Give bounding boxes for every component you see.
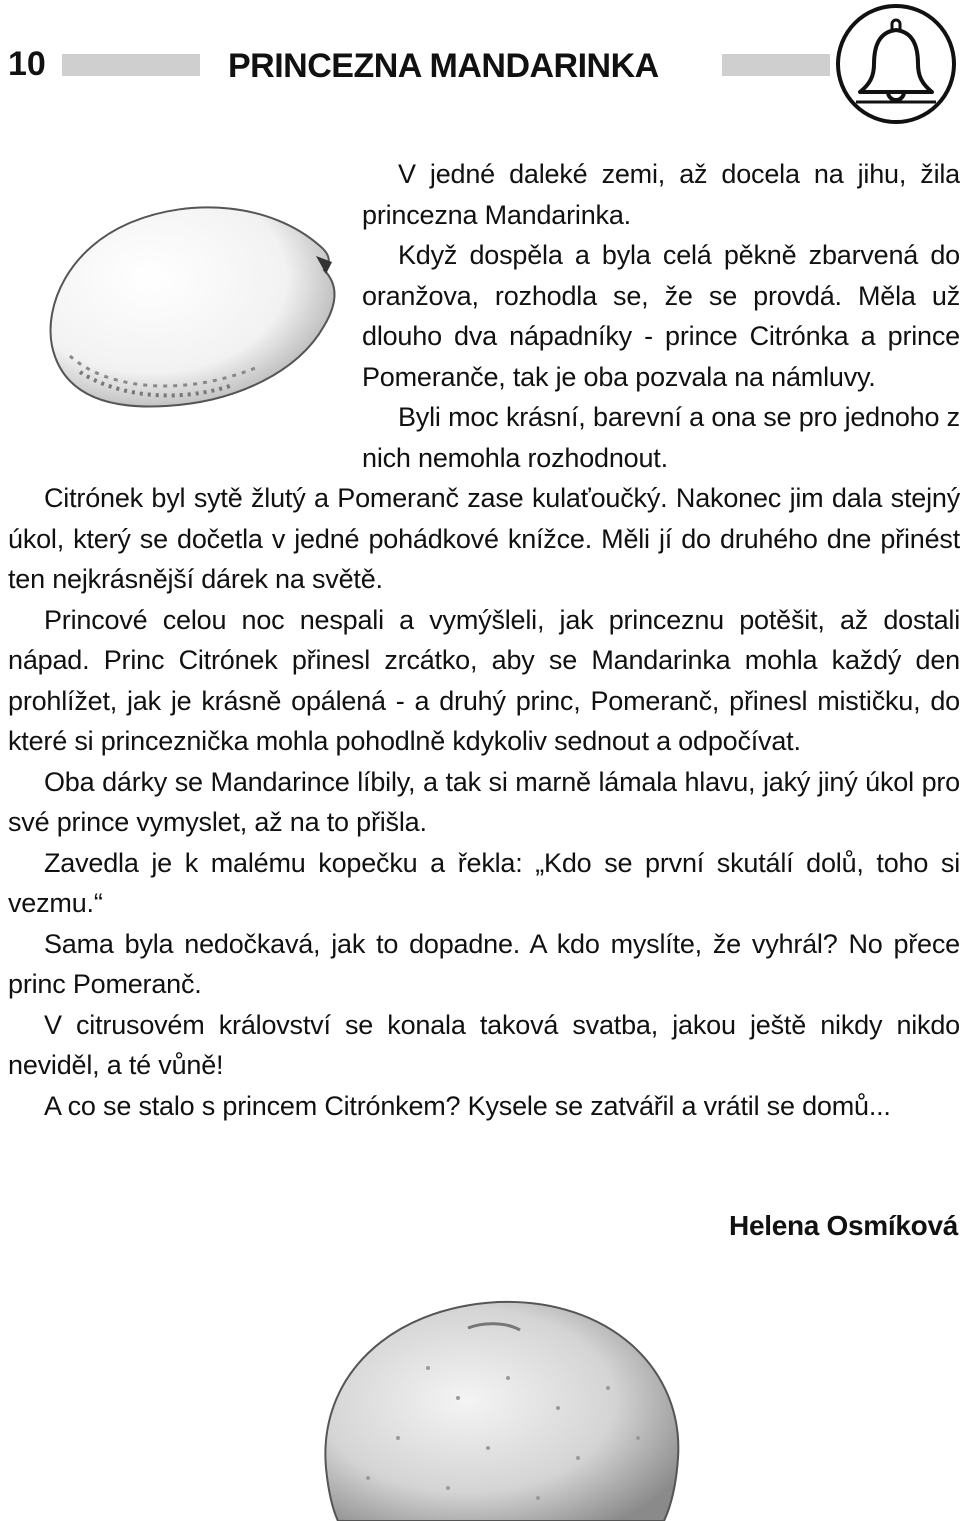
paragraph: Když dospěla a byla celá pěkně zbarvená do oranžova, rozhodla se, že se provdá. Měla už dlouho dva nápadníky - prince Citrónka a prince Pomeranče, tak je oba pozvala na námluvy. bbox=[362, 240, 960, 392]
illustration-spacer bbox=[8, 154, 362, 478]
story-body bbox=[8, 154, 960, 1126]
paragraph: Byli moc krásní, barevní a ona se pro jednoho z nich nemohla rozhodnout. bbox=[362, 402, 960, 473]
header-bar-right bbox=[722, 54, 830, 76]
paragraph: V jedné daleké zemi, až docela na jihu, žila princezna Mandarinka. bbox=[362, 159, 960, 230]
header-bar-left bbox=[62, 54, 200, 76]
page-title: PRINCEZNA MANDARINKA bbox=[228, 47, 659, 85]
page-number: 10 bbox=[8, 45, 46, 83]
mandarin-icon bbox=[308, 1288, 692, 1521]
paragraph: Princové celou noc nespali a vymýšleli, jak princeznu potěšit, až dostali nápad. Princ Citrónek přinesl zrcátko, aby se Mandarinka mohla každý den prohlížet, jak je krásně opálená - a druhý princ, Pomeranč, přinesl mističku, do které si princeznička mohla pohodlně kdykoliv sednout a odpočívat. bbox=[8, 604, 960, 756]
paragraph: Zavedla je k malému kopečku a řekla: „Kdo se první skutálí dolů, toho si vezmu.“ bbox=[8, 847, 960, 918]
paragraph: Citrónek byl sytě žlutý a Pomeranč zase kulaťoučký. Nakonec jim dala stejný úkol, který se dočetla v jedné pohádkové knížce. Měli jí do druhého dne přinést ten nejkrásnější dárek na světě. bbox=[8, 483, 960, 594]
paragraph: Oba dárky se Mandarince líbily, a tak si marně lámala hlavu, jaký jiný úkol pro své prince vymyslet, až na to přišla. bbox=[8, 766, 960, 837]
bell-icon bbox=[834, 2, 958, 126]
paragraph: V citrusovém království se konala taková svatba, jakou ještě nikdy nikdo neviděl, a té vůně! bbox=[8, 1009, 960, 1080]
author-name: Helena Osmíková bbox=[729, 1210, 958, 1241]
paragraph: A co se stalo s princem Citrónkem? Kysele se zatvářil a vrátil se domů... bbox=[44, 1090, 891, 1121]
paragraph: Sama byla nedočkavá, jak to dopadne. A kdo myslíte, že vyhrál? No přece princ Pomeranč. bbox=[8, 928, 960, 999]
